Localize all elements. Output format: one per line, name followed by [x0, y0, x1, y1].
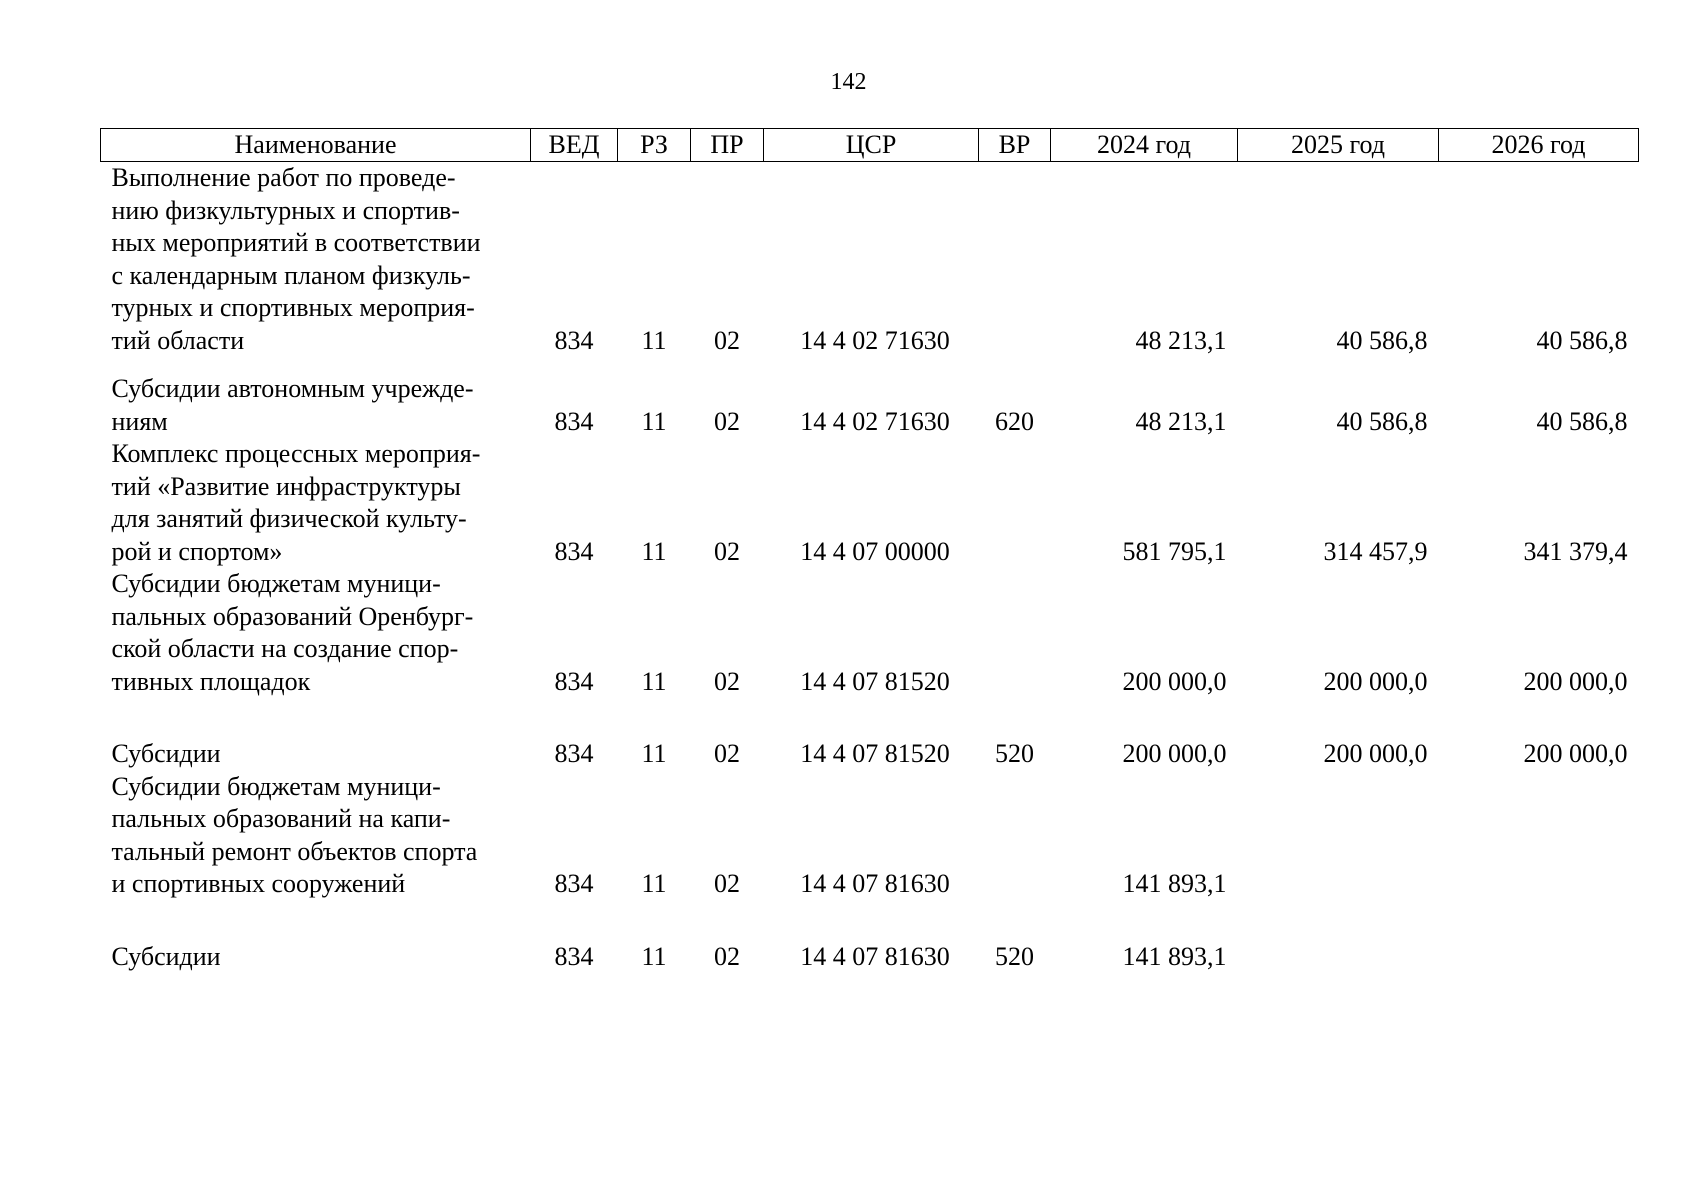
row-csr: 14 4 07 81630 [800, 869, 950, 898]
row-name-line: тий «Развитие инфраструктуры [111, 471, 461, 501]
row-name-line: пальных образований на капи- [111, 804, 451, 833]
row-csr: 14 4 02 71630 [800, 325, 950, 355]
header-2025: 2025 год [1238, 129, 1439, 162]
header-2024: 2024 год [1051, 129, 1238, 162]
row-name-line: пальных образований Оренбург- [111, 601, 474, 631]
row-2024: 581 795,1 [1122, 536, 1227, 566]
row-ved: 834 [554, 406, 594, 436]
row-name-line: Субсидии автономным учрежде- [111, 374, 474, 403]
row-vr [979, 568, 1051, 738]
row-vr [979, 438, 1051, 568]
row-name-line: и спортивных сооружений [111, 869, 406, 898]
row-csr: 14 4 07 81630 [800, 941, 950, 971]
row-csr: 14 4 07 81520 [800, 666, 950, 696]
row-ved: 834 [554, 666, 594, 696]
row-name-line: Субсидии бюджетам муници- [111, 771, 441, 801]
row-name-line: тивных площадок [111, 666, 311, 696]
header-csr: ЦСР [764, 129, 979, 162]
row-vr [979, 771, 1051, 941]
row-ved: 834 [554, 941, 594, 971]
row-vr: 620 [995, 406, 1034, 436]
row-2024: 48 213,1 [1135, 406, 1227, 436]
row-rz: 11 [641, 325, 667, 355]
row-name [101, 738, 531, 771]
row-name-line: рой и спортом» [111, 536, 283, 566]
page-number: 142 [830, 69, 867, 95]
table-row [101, 438, 1639, 568]
row-2024: 200 000,0 [1122, 739, 1227, 768]
row-csr: 14 4 07 81520 [800, 739, 950, 768]
row-2025 [1238, 771, 1439, 941]
row-vr: 520 [995, 739, 1034, 768]
row-name-line: тий области [111, 325, 245, 355]
row-rz: 11 [641, 406, 667, 436]
header-row [101, 129, 1639, 162]
table-row [101, 738, 1639, 771]
row-2026: 200 000,0 [1523, 739, 1628, 768]
row-2024: 141 893,1 [1122, 869, 1227, 898]
row-vr: 520 [995, 941, 1034, 971]
row-2024: 48 213,1 [1135, 325, 1227, 355]
header-rz: РЗ [618, 129, 691, 162]
row-ved: 834 [554, 536, 594, 566]
row-name [101, 568, 531, 738]
row-name-line: с календарным планом физкуль- [111, 260, 471, 290]
table-row [101, 162, 1639, 374]
row-pr: 02 [714, 941, 740, 971]
row-name [101, 771, 531, 941]
row-name [101, 162, 531, 374]
row-name-line: турных и спортивных мероприя- [111, 293, 475, 322]
row-rz: 11 [641, 666, 667, 696]
row-name-line: для занятий физической культу- [111, 504, 467, 533]
row-2026 [1439, 771, 1639, 941]
row-rz: 11 [641, 739, 667, 768]
row-pr: 02 [714, 739, 740, 768]
header-ved: ВЕД [531, 129, 618, 162]
row-ved: 834 [554, 325, 594, 355]
table-row [101, 941, 1639, 974]
row-name-line: Комплекс процессных мероприя- [111, 439, 481, 468]
header-name: Наименование [101, 129, 531, 162]
row-ved: 834 [554, 739, 594, 768]
row-2025: 200 000,0 [1323, 666, 1428, 696]
row-2026: 200 000,0 [1523, 666, 1628, 696]
row-name-line: ниям [111, 406, 168, 436]
row-2026: 40 586,8 [1536, 325, 1628, 355]
row-vr [979, 162, 1051, 374]
row-pr: 02 [714, 325, 740, 355]
row-2026: 40 586,8 [1536, 406, 1628, 436]
row-2024: 200 000,0 [1122, 666, 1227, 696]
row-csr: 14 4 07 00000 [800, 536, 950, 566]
row-name-line: тальный ремонт объектов спорта [111, 836, 478, 866]
table-row [101, 373, 1639, 438]
header-2026: 2026 год [1439, 129, 1639, 162]
row-rz: 11 [641, 536, 667, 566]
row-2025: 40 586,8 [1336, 325, 1428, 355]
row-2025: 40 586,8 [1336, 406, 1428, 436]
row-rz: 11 [641, 869, 667, 898]
row-name-line: ных мероприятий в соответствии [111, 228, 481, 257]
row-name-line: ской области на создание спор- [111, 634, 459, 663]
row-name-line: Выполнение работ по проведе- [111, 163, 456, 192]
row-name [101, 941, 531, 974]
table-row [101, 568, 1639, 738]
row-2025: 314 457,9 [1323, 536, 1428, 566]
row-2026 [1439, 941, 1639, 974]
row-name [101, 373, 531, 438]
row-pr: 02 [714, 406, 740, 436]
row-ved: 834 [554, 869, 594, 898]
row-2025: 200 000,0 [1323, 739, 1428, 768]
row-pr: 02 [714, 536, 740, 566]
row-csr: 14 4 02 71630 [800, 406, 950, 436]
row-rz: 11 [641, 941, 667, 971]
row-2024: 141 893,1 [1122, 941, 1227, 971]
budget-table [100, 128, 1639, 973]
row-name-line: Субсидии бюджетам муници- [111, 569, 441, 598]
row-name [101, 438, 531, 568]
row-2025 [1238, 941, 1439, 974]
row-pr: 02 [714, 666, 740, 696]
header-pr: ПР [691, 129, 764, 162]
table-row [101, 771, 1639, 941]
row-name-line: Субсидии [111, 739, 221, 768]
row-2026: 341 379,4 [1523, 536, 1628, 566]
header-vr: ВР [979, 129, 1051, 162]
row-name-line: Субсидии [111, 941, 221, 971]
row-pr: 02 [714, 869, 740, 898]
row-name-line: нию физкультурных и спортив- [111, 195, 460, 225]
